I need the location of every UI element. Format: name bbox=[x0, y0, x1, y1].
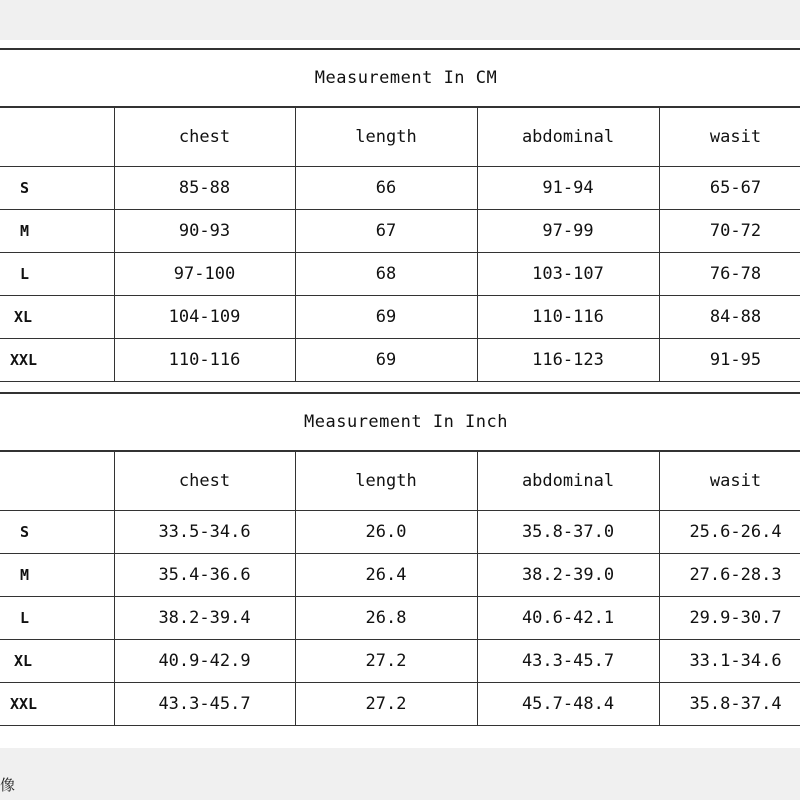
length-cell: 69 bbox=[295, 296, 477, 339]
chest-cell: 85-88 bbox=[114, 167, 295, 210]
waist-cell: 70-72 bbox=[659, 210, 800, 253]
size-label: XL bbox=[0, 296, 114, 339]
length-cell: 69 bbox=[295, 339, 477, 382]
size-label: XXL bbox=[0, 339, 114, 382]
inch-measurement-table bbox=[0, 392, 800, 726]
abdominal-cell: 103-107 bbox=[477, 253, 659, 296]
size-label: S bbox=[0, 511, 114, 554]
size-label: M bbox=[0, 554, 114, 597]
abdominal-cell: 45.7-48.4 bbox=[477, 683, 659, 726]
inch-header-abdominal: abdominal bbox=[477, 452, 659, 511]
cm-header-abdominal: abdominal bbox=[477, 108, 659, 167]
chest-cell: 33.5-34.6 bbox=[114, 511, 295, 554]
abdominal-cell: 97-99 bbox=[477, 210, 659, 253]
table-row bbox=[0, 253, 800, 296]
length-cell: 66 bbox=[295, 167, 477, 210]
inch-table-grid bbox=[0, 452, 800, 726]
size-label: L bbox=[0, 597, 114, 640]
length-cell: 26.8 bbox=[295, 597, 477, 640]
waist-cell: 27.6-28.3 bbox=[659, 554, 800, 597]
waist-cell: 33.1-34.6 bbox=[659, 640, 800, 683]
inch-header-chest: chest bbox=[114, 452, 295, 511]
footer-caption: 像 bbox=[0, 776, 16, 794]
table-row bbox=[0, 554, 800, 597]
waist-cell: 91-95 bbox=[659, 339, 800, 382]
chest-cell: 43.3-45.7 bbox=[114, 683, 295, 726]
cm-header-length: length bbox=[295, 108, 477, 167]
size-label: L bbox=[0, 253, 114, 296]
table-row bbox=[0, 167, 800, 210]
cm-header-chest: chest bbox=[114, 108, 295, 167]
size-label: M bbox=[0, 210, 114, 253]
length-cell: 27.2 bbox=[295, 640, 477, 683]
abdominal-cell: 35.8-37.0 bbox=[477, 511, 659, 554]
chest-cell: 35.4-36.6 bbox=[114, 554, 295, 597]
length-cell: 67 bbox=[295, 210, 477, 253]
table-row bbox=[0, 683, 800, 726]
abdominal-cell: 40.6-42.1 bbox=[477, 597, 659, 640]
cm-header-size bbox=[0, 108, 114, 167]
chest-cell: 90-93 bbox=[114, 210, 295, 253]
size-label: XXL bbox=[0, 683, 114, 726]
chest-cell: 40.9-42.9 bbox=[114, 640, 295, 683]
length-cell: 26.4 bbox=[295, 554, 477, 597]
abdominal-cell: 110-116 bbox=[477, 296, 659, 339]
inch-table-title: Measurement In Inch bbox=[0, 392, 800, 452]
waist-cell: 84-88 bbox=[659, 296, 800, 339]
length-cell: 26.0 bbox=[295, 511, 477, 554]
size-chart-sheet bbox=[0, 40, 800, 748]
chest-cell: 97-100 bbox=[114, 253, 295, 296]
waist-cell: 65-67 bbox=[659, 167, 800, 210]
inch-header-waist: wasit bbox=[659, 452, 800, 511]
waist-cell: 35.8-37.4 bbox=[659, 683, 800, 726]
cm-header-row bbox=[0, 108, 800, 167]
table-row bbox=[0, 640, 800, 683]
abdominal-cell: 116-123 bbox=[477, 339, 659, 382]
waist-cell: 29.9-30.7 bbox=[659, 597, 800, 640]
chest-cell: 110-116 bbox=[114, 339, 295, 382]
table-row bbox=[0, 597, 800, 640]
cm-table-title: Measurement In CM bbox=[0, 48, 800, 108]
inch-header-length: length bbox=[295, 452, 477, 511]
length-cell: 68 bbox=[295, 253, 477, 296]
abdominal-cell: 91-94 bbox=[477, 167, 659, 210]
cm-table-grid bbox=[0, 108, 800, 382]
waist-cell: 25.6-26.4 bbox=[659, 511, 800, 554]
size-label: XL bbox=[0, 640, 114, 683]
cm-measurement-table bbox=[0, 48, 800, 382]
inch-header-size bbox=[0, 452, 114, 511]
table-row bbox=[0, 339, 800, 382]
chest-cell: 104-109 bbox=[114, 296, 295, 339]
table-row bbox=[0, 511, 800, 554]
chest-cell: 38.2-39.4 bbox=[114, 597, 295, 640]
inch-header-row bbox=[0, 452, 800, 511]
table-row bbox=[0, 210, 800, 253]
waist-cell: 76-78 bbox=[659, 253, 800, 296]
abdominal-cell: 38.2-39.0 bbox=[477, 554, 659, 597]
size-label: S bbox=[0, 167, 114, 210]
length-cell: 27.2 bbox=[295, 683, 477, 726]
table-row bbox=[0, 296, 800, 339]
abdominal-cell: 43.3-45.7 bbox=[477, 640, 659, 683]
cm-header-waist: wasit bbox=[659, 108, 800, 167]
